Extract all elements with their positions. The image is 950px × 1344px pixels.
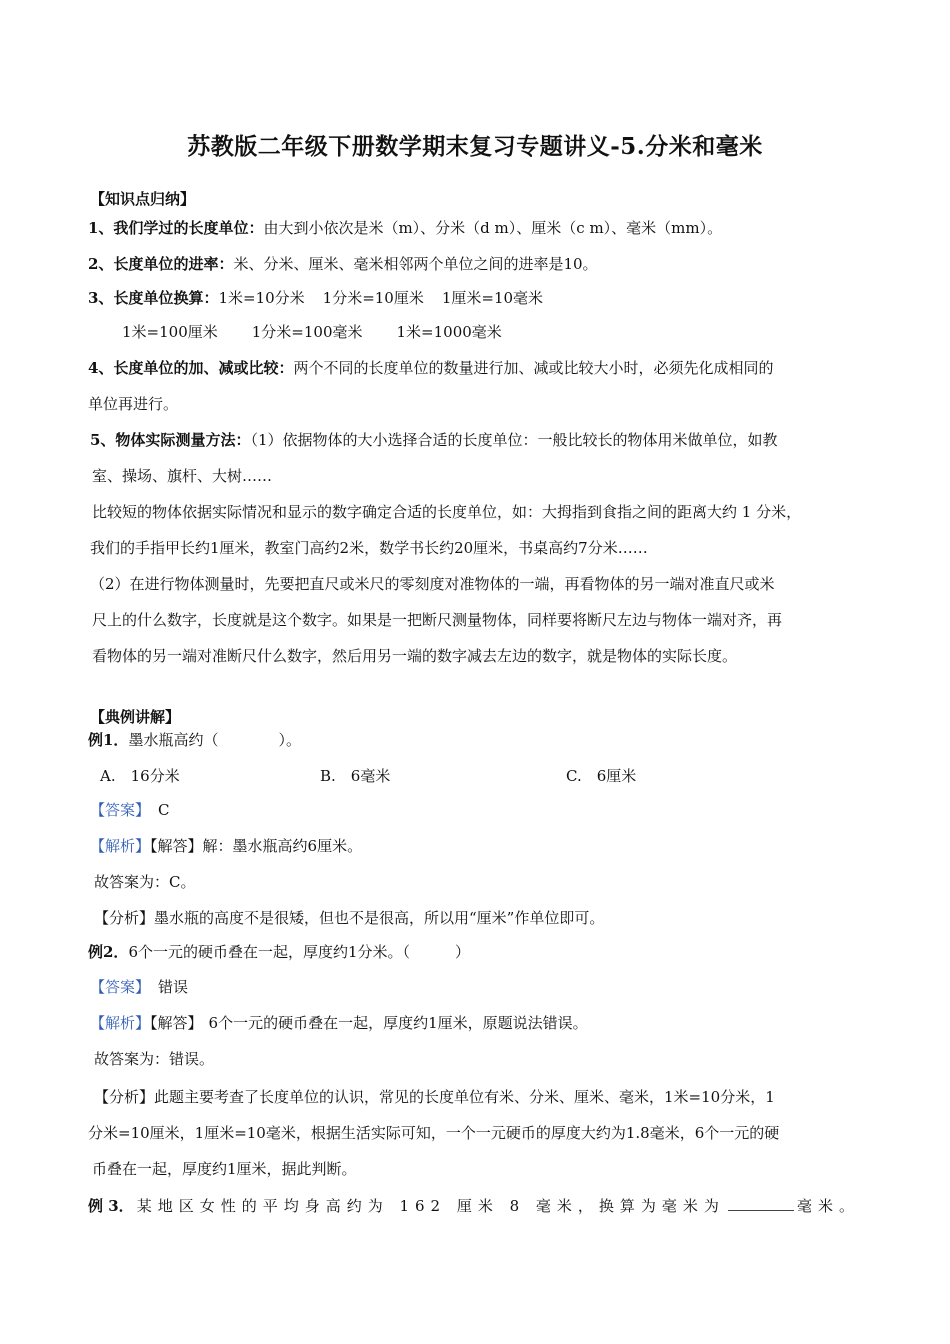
answer-tag: 【答案】 <box>90 978 151 996</box>
answer-value: 错误 <box>158 978 189 996</box>
example-2-text: 6个一元的硬币叠在一起，厚度约1分米。（ ） <box>128 943 471 961</box>
answer-blank[interactable] <box>728 1196 794 1211</box>
point-4-text: 两个不同的长度单位的数量进行加、减或比较大小时，必须先化成相同的 <box>293 359 774 377</box>
example-1-question <box>88 730 301 750</box>
point-5-text-cont: 看物体的另一端对准断尺什么数字，然后用另一端的数字减去左边的数字，就是物体的实际长度。 <box>92 647 738 665</box>
conversion-item: 1厘米=10毫米 <box>441 289 544 307</box>
example-3-label: 例 3． <box>88 1197 134 1215</box>
knowledge-point-1 <box>88 218 722 238</box>
point-2-text: 米、分米、厘米、毫米相邻两个单位之间的进率是10。 <box>233 255 598 273</box>
example-1-analysis <box>90 836 362 856</box>
point-4-label: 4、长度单位的加、减或比较： <box>88 359 294 377</box>
analysis-tag: 【解析】 <box>90 837 151 855</box>
point-5-text-cont: （2）在进行物体测量时，先要把直尺或米尺的零刻度对准物体的一端，再看物体的另一端对准直尺或米 <box>90 575 775 593</box>
solve-tag: 【解答】 <box>150 1014 203 1032</box>
point-1-label: 1、我们学过的长度单位： <box>88 219 264 237</box>
example-3-text-end: 毫米。 <box>796 1197 860 1215</box>
example-1-option-c: C. 6厘米 <box>566 767 637 785</box>
solve-tag: 【解答】 <box>150 837 203 855</box>
point-5-label: 5、物体实际测量方法： <box>90 431 251 449</box>
example-1-text: 墨水瓶高约（ ）。 <box>128 731 301 749</box>
answer-tag: 【答案】 <box>90 801 151 819</box>
example-1-option-b: B. 6毫米 <box>320 767 391 785</box>
example-2-conclusion: 故答案为：错误。 <box>94 1050 215 1068</box>
point-5-text-cont: 尺上的什么数字，长度就是这个数字。如果是一把断尺测量物体，同样要将断尺左边与物体一端对齐，再 <box>92 611 783 629</box>
example-2-label: 例2． <box>88 943 129 961</box>
conversion-item: 1分米=100毫米 <box>251 323 363 341</box>
conversion-item: 1米=100厘米 <box>122 323 218 341</box>
point-3-label: 3、长度单位换算： <box>88 289 219 307</box>
example-2-note: 【分析】此题主要考查了长度单位的认识，常见的长度单位有米、分米、厘米、毫米，1米=10分米，1 <box>94 1088 775 1106</box>
conversion-item: 1米=1000毫米 <box>396 323 502 341</box>
point-2-label: 2、长度单位的进率： <box>88 255 234 273</box>
example-2-note-cont: 分米=10厘米，1厘米=10毫米，根据生活实际可知，一个一元硬币的厚度大约为1.8毫米，6个一元的硬 <box>88 1124 780 1142</box>
example-1-conclusion: 故答案为：C。 <box>94 873 196 891</box>
point-1-text: 由大到小依次是米（m）、分米（d m）、厘米（c m）、毫米（mm）。 <box>263 219 723 237</box>
knowledge-point-3-row-2 <box>122 322 502 342</box>
point-4-text-cont: 单位再进行。 <box>88 395 179 413</box>
example-2-question <box>88 942 470 962</box>
example-2-analysis <box>90 1013 588 1033</box>
knowledge-point-4 <box>88 358 773 378</box>
conversion-item: 1米=10分米 <box>218 289 305 307</box>
knowledge-point-3 <box>88 288 543 308</box>
example-1-option-a: A. 16分米 <box>100 767 180 785</box>
knowledge-point-5 <box>90 430 778 450</box>
example-3-text: 某地区女性的平均身高约为 162 厘米 8 毫米，换算为毫米为 <box>136 1197 725 1215</box>
solve-text: 解：墨水瓶高约6厘米。 <box>202 837 363 855</box>
knowledge-point-2 <box>88 254 598 274</box>
solve-text: 6个一元的硬币叠在一起，厚度约1厘米，原题说法错误。 <box>208 1014 588 1032</box>
example-1-note: 【分析】墨水瓶的高度不是很矮，但也不是很高，所以用“厘米”作单位即可。 <box>94 909 605 927</box>
page-title: 苏教版二年级下册数学期末复习专题讲义-5.分米和毫米 <box>187 133 763 160</box>
point-5-text-cont: 我们的手指甲长约1厘米，教室门高约2米，数学书长约20厘米，书桌高约7分米…… <box>90 539 648 557</box>
point-5-text: （1）依据物体的大小选择合适的长度单位：一般比较长的物体用米做单位，如教 <box>250 431 778 449</box>
point-5-text-cont: 比较短的物体依据实际情况和显示的数字确定合适的长度单位，如：大拇指到食指之间的距离大约 1 分米， <box>92 503 802 521</box>
example-1-label: 例1． <box>88 731 129 749</box>
answer-value: C <box>158 801 170 819</box>
example-1-answer <box>90 800 170 820</box>
examples-heading: 【典例讲解】 <box>90 708 181 726</box>
knowledge-heading: 【知识点归纳】 <box>90 190 196 208</box>
point-5-text-cont: 室、操场、旗杆、大树…… <box>92 467 273 485</box>
analysis-tag: 【解析】 <box>90 1014 151 1032</box>
example-3-question <box>88 1196 860 1216</box>
conversion-item: 1分米=10厘米 <box>322 289 424 307</box>
example-2-answer <box>90 977 188 997</box>
example-2-note-cont: 币叠在一起，厚度约1厘米，据此判断。 <box>92 1160 357 1178</box>
